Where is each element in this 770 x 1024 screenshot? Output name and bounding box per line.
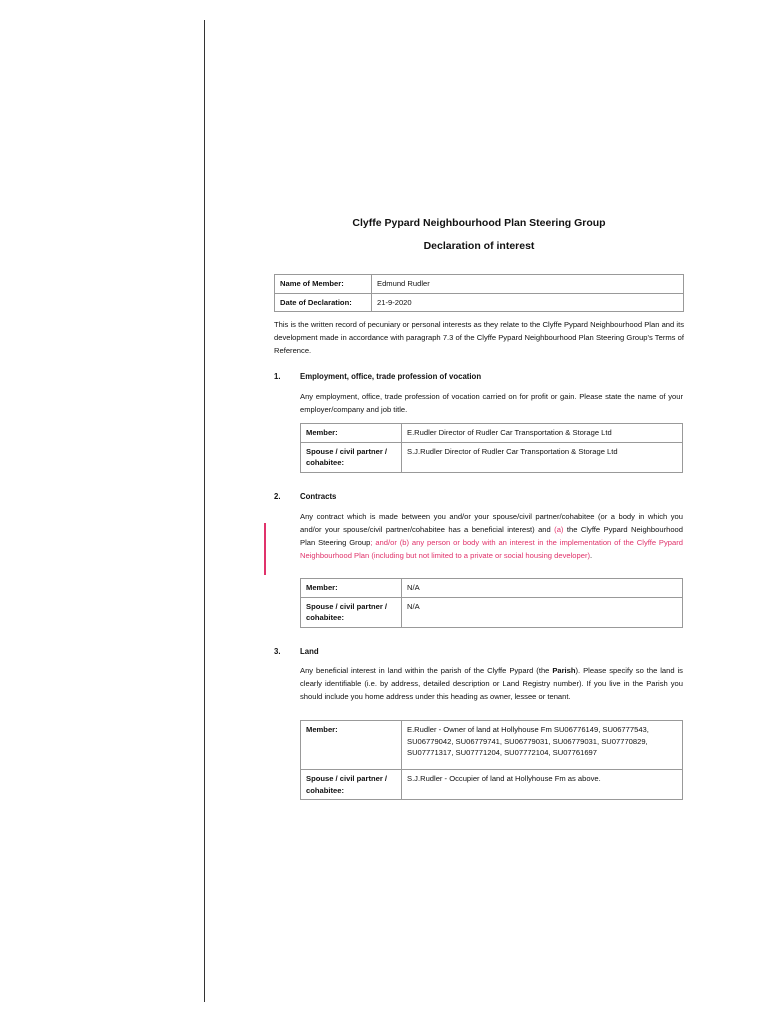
section-3-table — [300, 720, 683, 800]
date-value: 21-9-2020 — [372, 293, 684, 312]
section-3-text-bold: Parish — [552, 666, 576, 675]
section-1-table — [300, 423, 683, 473]
member-label: Member: — [301, 579, 402, 598]
section-1-text: Any employment, office, trade profession of vocation carried on for profit or gain. Please state the name of your employer/company and job title. — [300, 392, 683, 414]
section-1-number: 1. — [274, 372, 281, 381]
spouse-label: Spouse / civil partner / cohabitee: — [301, 597, 402, 627]
section-2-number: 2. — [274, 492, 281, 501]
spouse-value: S.J.Rudler Director of Rudler Car Transportation & Storage Ltd — [402, 442, 683, 472]
table-row — [301, 597, 683, 627]
section-3-text-b: ). Please specify so the land is clearly identifiable (i.e. by address, detailed description or Land Registry number). If you live in the Parish you should include you home address under this heading as owner, lessee or tenant. — [300, 666, 683, 701]
change-bar — [264, 523, 266, 575]
page-margin-line — [204, 20, 205, 1002]
table-row — [301, 424, 683, 443]
spouse-label: Spouse / civil partner / cohabitee: — [301, 770, 402, 800]
section-2-text-b: (a) — [554, 525, 564, 534]
section-2-text-c: the Clyffe Pypard Neighbourhood Plan Steering Group — [300, 525, 683, 547]
section-3-text — [300, 664, 683, 703]
member-value: E.Rudler - Owner of land at Hollyhouse Fm SU06776149, SU06777543, SU06779042, SU06779741, SU06779031, SU06779031, SU07770829, SU07771317, SU07771204, SU07772104, SU07761697 — [402, 721, 683, 770]
section-2-text — [300, 510, 683, 562]
section-3-heading: Land — [300, 647, 319, 656]
name-label: Name of Member: — [275, 275, 372, 294]
section-3-number: 3. — [274, 647, 281, 656]
document-title: Clyffe Pypard Neighbourhood Plan Steering Group — [352, 217, 606, 229]
document-subtitle: Declaration of interest — [423, 240, 535, 252]
table-row — [301, 770, 683, 800]
spouse-value: N/A — [402, 597, 683, 627]
member-value: E.Rudler Director of Rudler Car Transportation & Storage Ltd — [402, 424, 683, 443]
table-row — [301, 442, 683, 472]
table-row — [301, 579, 683, 598]
member-label: Member: — [301, 424, 402, 443]
section-1-heading: Employment, office, trade profession of vocation — [300, 372, 482, 381]
name-value: Edmund Rudler — [372, 275, 684, 294]
member-value: N/A — [402, 579, 683, 598]
section-2-table — [300, 578, 683, 628]
member-label: Member: — [301, 721, 402, 770]
section-2-text-d: ; and/or (b) any person or body with an interest in the implementation of the Clyffe Pypard Neighbourhood Plan (including but not limited to a private or social housing developer) — [300, 538, 683, 560]
section-3-text-a: Any beneficial interest in land within the parish of the Clyffe Pypard (the — [300, 666, 553, 675]
section-2-heading: Contracts — [300, 492, 337, 501]
intro-paragraph: This is the written record of pecuniary or personal interests as they relate to the Clyffe Pypard Neighbourhood Plan and its development made in accordance with paragraph 7.3 of the Clyffe Pypard Neighbourhood Plan Steering Group's Terms of Reference. — [274, 320, 684, 355]
member-details-table — [274, 274, 684, 312]
spouse-label: Spouse / civil partner / cohabitee: — [301, 442, 402, 472]
table-row — [275, 275, 684, 294]
date-label: Date of Declaration: — [275, 293, 372, 312]
table-row — [275, 293, 684, 312]
section-2-text-e: . — [590, 551, 593, 560]
table-row — [301, 721, 683, 770]
section-2-text-a: Any contract which is made between you and/or your spouse/civil partner/cohabitee (or a body in which you and/or your spouse/civil partner/cohabitee has a beneficial interest) and — [300, 512, 683, 534]
spouse-value: S.J.Rudler - Occupier of land at Hollyhouse Fm as above. — [402, 770, 683, 800]
